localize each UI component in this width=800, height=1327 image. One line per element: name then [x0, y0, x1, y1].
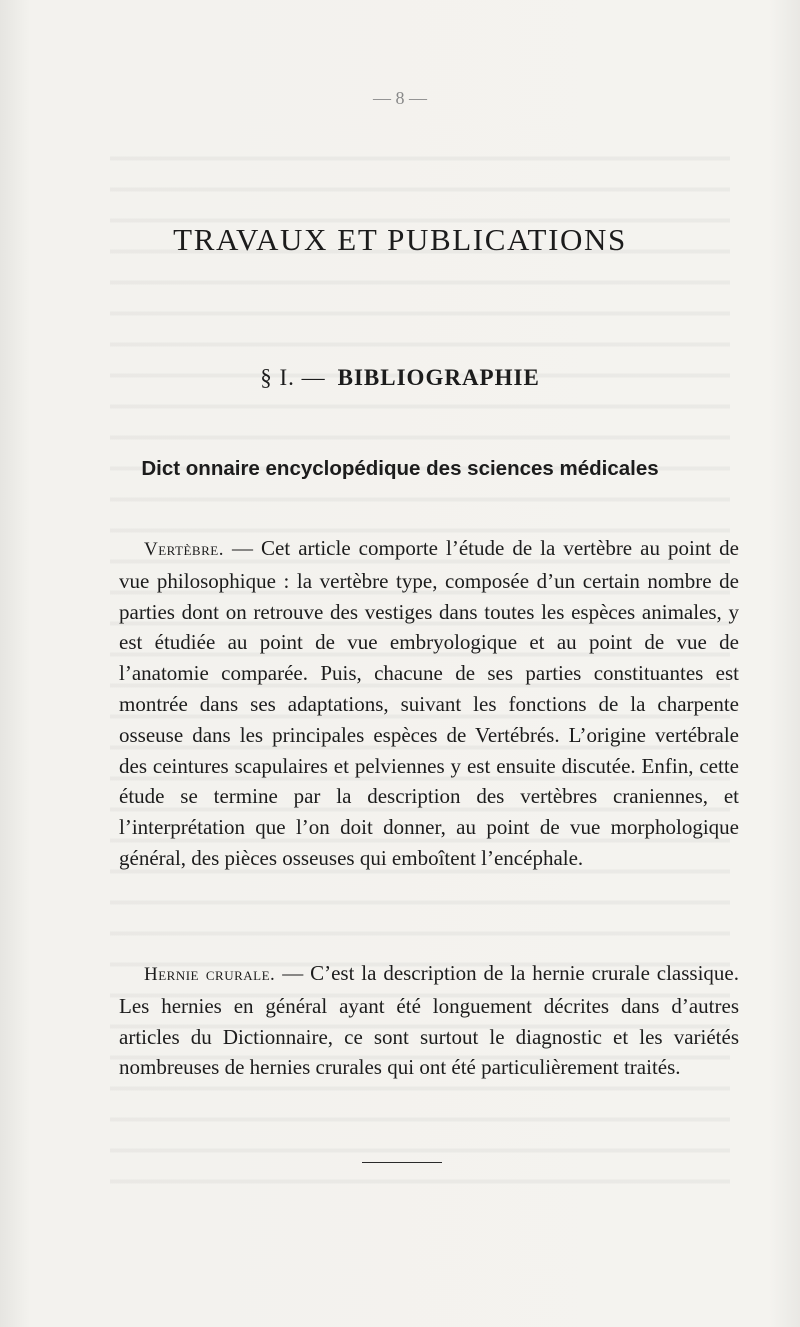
- page-title: TRAVAUX ET PUBLICATIONS: [173, 222, 627, 257]
- subsection-title: Dict onnaire encyclopédique des sciences médicales: [141, 457, 659, 480]
- article-paragraph: [119, 958, 739, 1083]
- section-divider: [362, 1162, 442, 1163]
- article-paragraph: [119, 533, 739, 874]
- section-mark: § I. —: [260, 365, 326, 390]
- section-label: BIBLIOGRAPHIE: [337, 365, 540, 390]
- section-heading: [0, 365, 800, 391]
- page-number: — 8 —: [373, 88, 427, 108]
- article-hernie-crurale: [119, 958, 739, 1083]
- article-term: Hernie crurale.: [144, 964, 276, 985]
- article-text: — Cet article comporte l’étude de la vertèbre au point de vue philosophique : la vertèbre type, composée d’un certain nombre de parties dont on retrouve des vestiges dans toutes les espèces animales, y est étudiée au point de vue embryologique et au point de vue de l’anatomie comparée. Puis, chacune de ses parties constituantes est montrée dans ses adaptations, suivant les fonctions de la charpente osseuse dans les principales espèces de Vertébrés. L’origine vertébrale des ceintures scapulaires et pelviennes y est ensuite discutée. Enfin, cette étude se termine par la description des vertèbres craniennes, et l’interprétation que l’on doit donner, au point de vue morphologique général, des pièces osseuses qui emboîtent l’encéphale.: [119, 536, 739, 870]
- article-term: Vertèbre.: [144, 539, 224, 560]
- article-text: — C’est la description de la hernie crurale classique. Les hernies en général ayant été longuement décrites dans d’autres articles du Dictionnaire, ce sont surtout le diagnostic et les variétés nombreuses de hernies crurales qui ont été particulièrement traités.: [119, 961, 739, 1080]
- article-vertebre: [119, 533, 739, 874]
